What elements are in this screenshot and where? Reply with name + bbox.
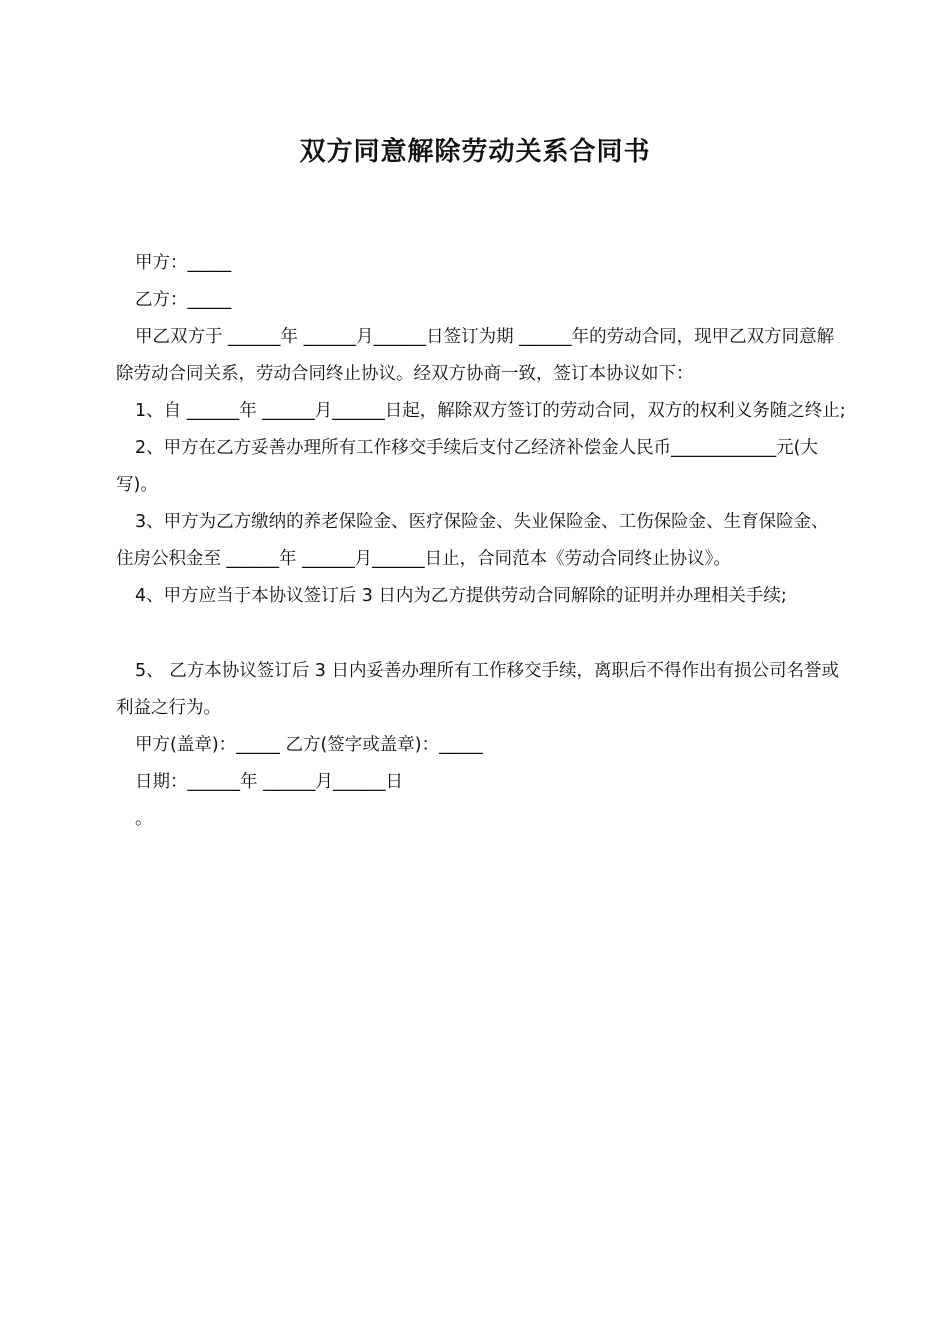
clause-5: 5、 乙方本协议签订后 3 日内妥善办理所有工作移交手续，离职后不得作出有损公司名誉或利益之行为。 bbox=[116, 661, 839, 718]
signature-line: 甲方(盖章)：_____ 乙方(签字或盖章)：_____ bbox=[135, 735, 483, 755]
clause-4: 4、甲方应当于本协议签订后 3 日内为乙方提供劳动合同解除的证明并办理相关手续; bbox=[135, 586, 787, 606]
document-title: 双方同意解除劳动关系合同书 bbox=[299, 137, 651, 167]
party-b-line: 乙方：_____ bbox=[135, 290, 232, 310]
date-line: 日期：______年 ______月______日 bbox=[135, 772, 404, 792]
document-body bbox=[116, 245, 846, 838]
paragraph-spacer bbox=[116, 615, 846, 653]
end-mark: 。 bbox=[135, 809, 153, 829]
intro-paragraph: 甲乙双方于 ______年 ______月______日签订为期 ______年的劳动合同，现甲乙双方同意解除劳动合同关系，劳动合同终止协议。经双方协商一致，签订本协议如下： bbox=[116, 327, 835, 384]
clause-3: 3、甲方为乙方缴纳的养老保险金、医疗保险金、失业保险金、工伤保险金、生育保险金、住房公积金至 ______年 ______月______日止，合同范本《劳动合同终止协议》。 bbox=[116, 512, 829, 569]
clause-2: 2、甲方在乙方妥善办理所有工作移交手续后支付乙经济补偿金人民币____________元(大写)。 bbox=[116, 438, 818, 495]
party-a-line: 甲方：_____ bbox=[135, 253, 232, 273]
clause-1: 1、自 ______年 ______月______日起，解除双方签订的劳动合同，双方的权利义务随之终止; bbox=[135, 401, 846, 421]
